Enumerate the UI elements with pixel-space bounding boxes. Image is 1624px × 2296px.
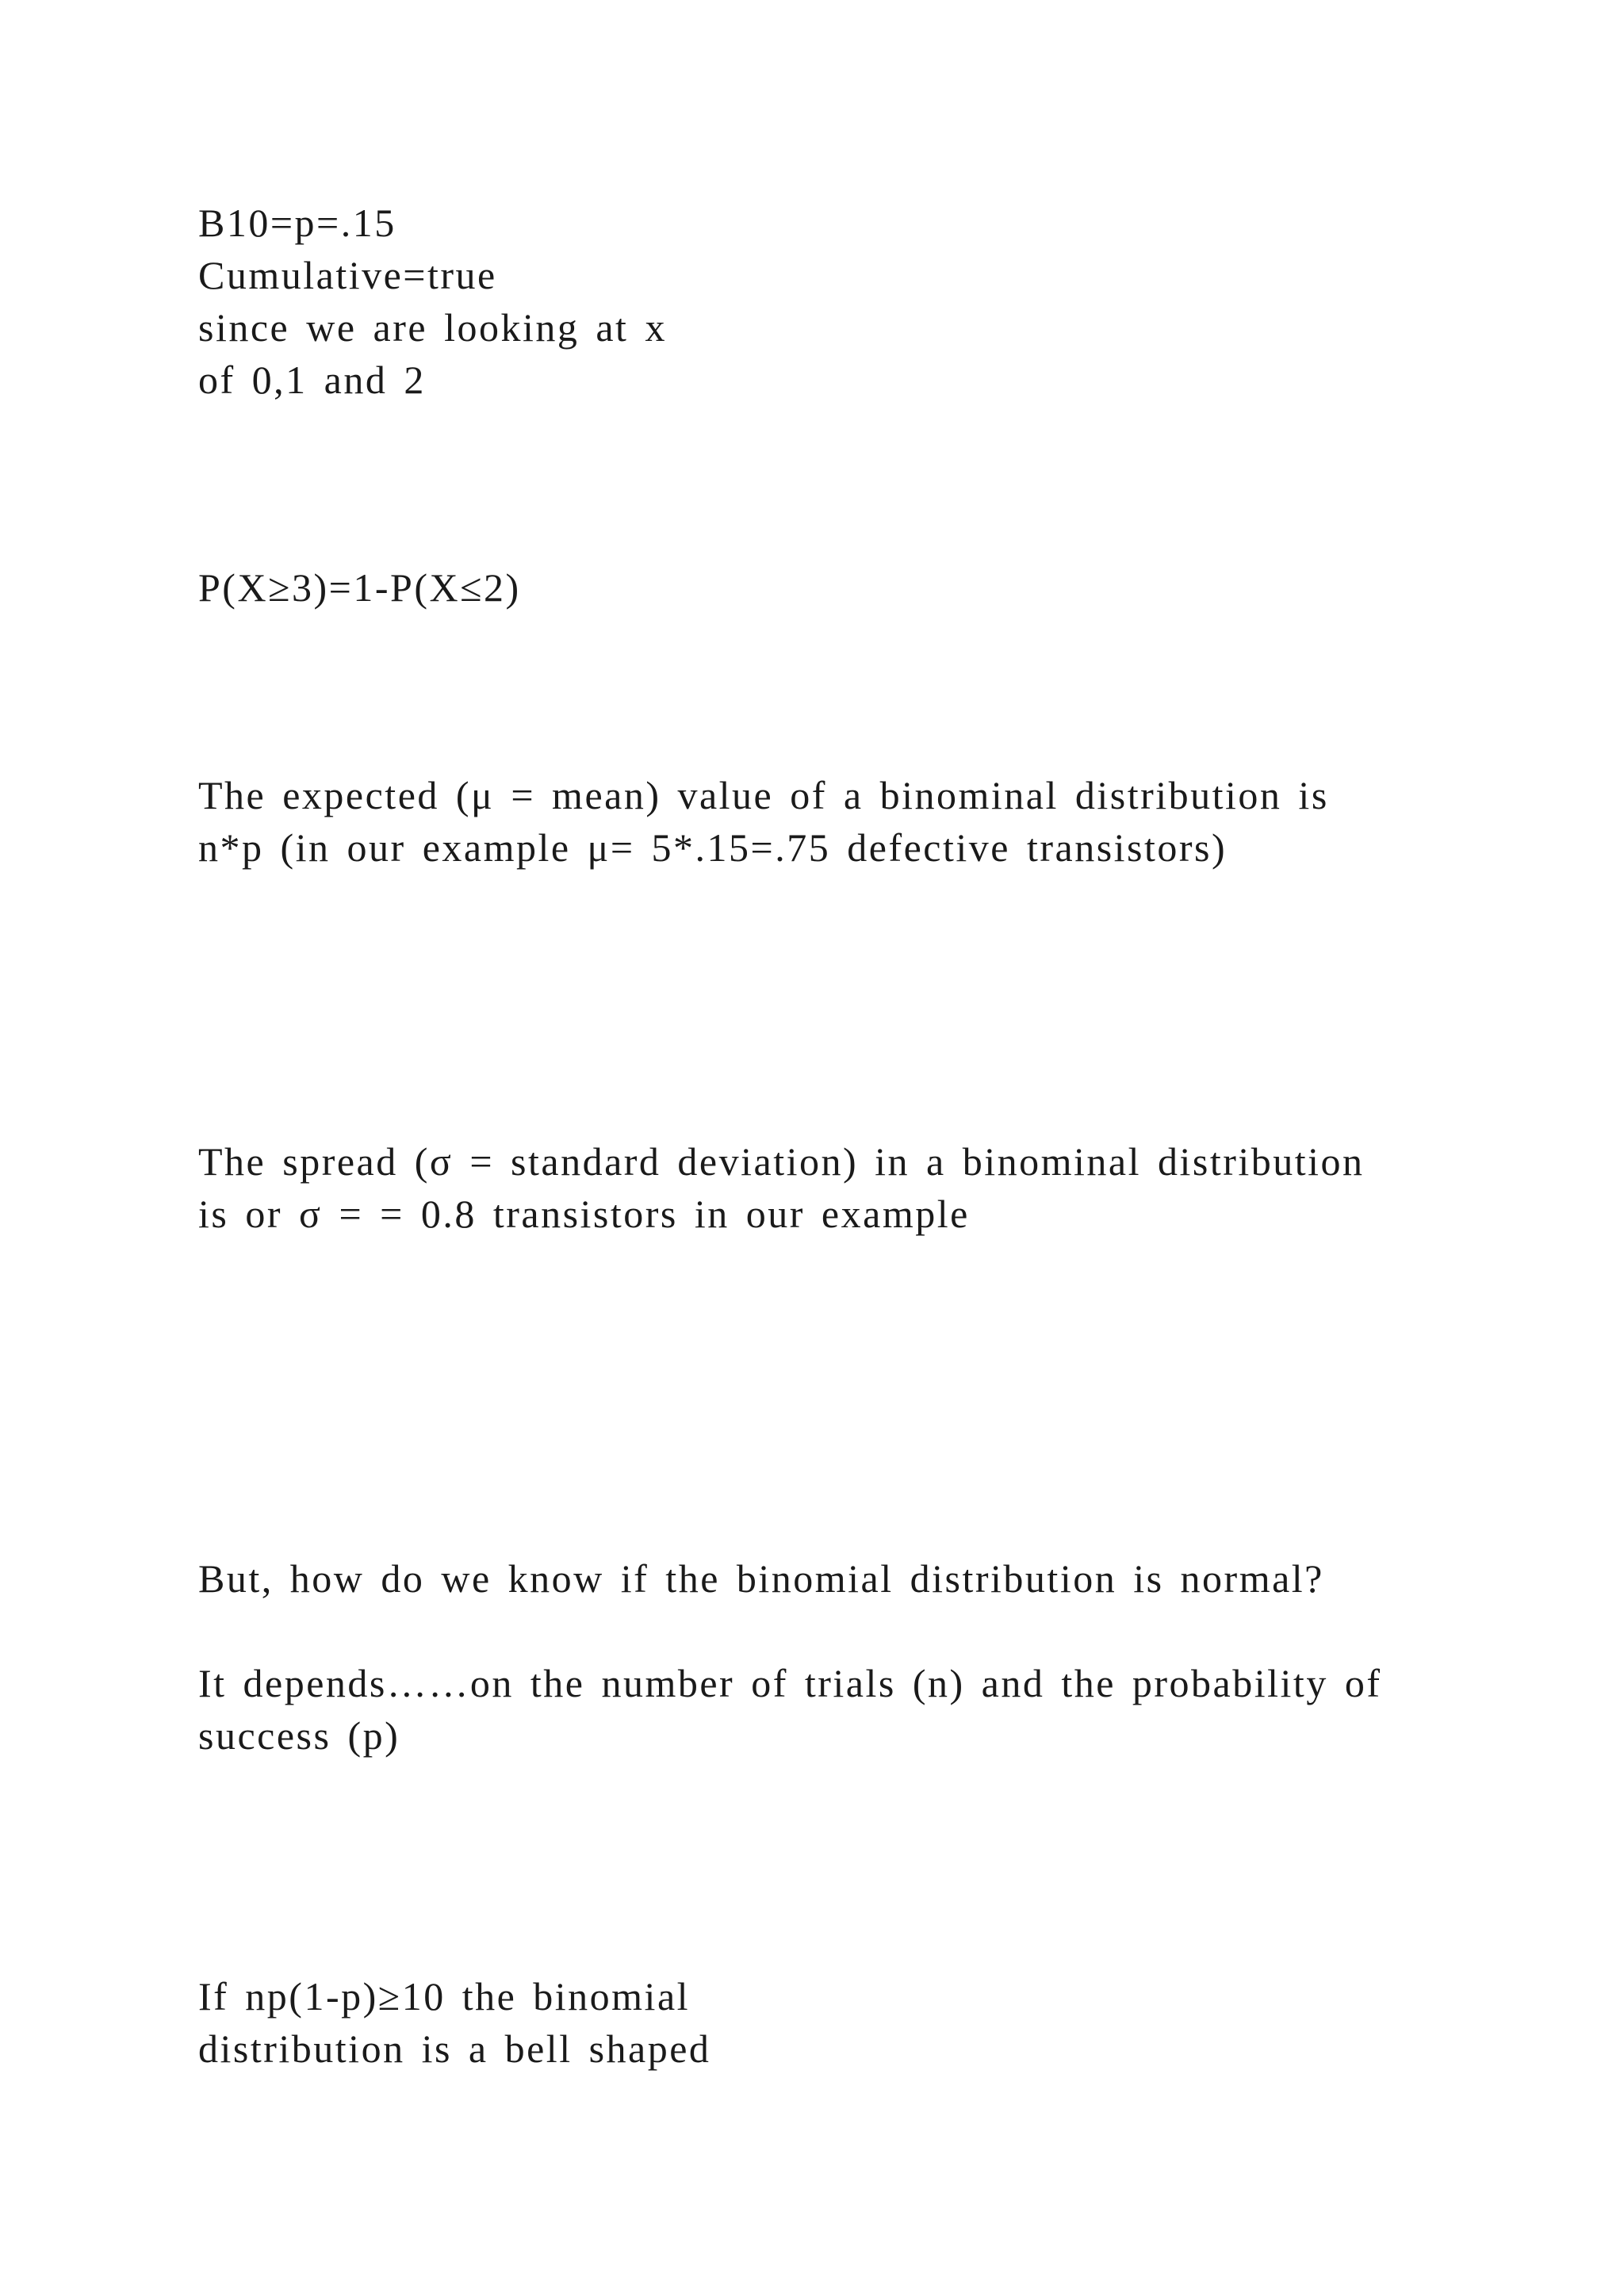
- text-line: distribution is a bell shaped: [198, 2026, 711, 2071]
- text-line: P(X≥3)=1-P(X≤2): [198, 565, 521, 610]
- text-line: of 0,1 and 2: [198, 358, 426, 402]
- paragraph-complement-formula: [198, 561, 1507, 614]
- text-line: n*p (in our example μ= 5*.15=.75 defective transistors): [198, 825, 1228, 870]
- text-line: Cumulative=true: [198, 253, 497, 297]
- paragraph-depends: [198, 1657, 1507, 1762]
- text-line: B10=p=.15: [198, 201, 396, 245]
- text-line: is or σ = = 0.8 transistors in our example: [198, 1192, 970, 1236]
- text-line: success (p): [198, 1713, 400, 1758]
- paragraph-normal-question: [198, 1552, 1507, 1605]
- text-line: But, how do we know if the binomial distribution is normal?: [198, 1556, 1324, 1601]
- text-line: It depends……on the number of trials (n) and the probability of: [198, 1661, 1382, 1705]
- text-line: The expected (μ = mean) value of a binominal distribution is: [198, 773, 1329, 817]
- paragraph-excel-args: [198, 197, 1507, 406]
- text-line: The spread (σ = standard deviation) in a binominal distribution: [198, 1139, 1365, 1184]
- text-line: since we are looking at x: [198, 305, 667, 350]
- paragraph-expected-value: [198, 769, 1507, 874]
- paragraph-standard-deviation: [198, 1135, 1507, 1240]
- text-line: If np(1-p)≥10 the binomial: [198, 1974, 691, 2019]
- paragraph-bell-shaped-rule: [198, 1970, 1507, 2075]
